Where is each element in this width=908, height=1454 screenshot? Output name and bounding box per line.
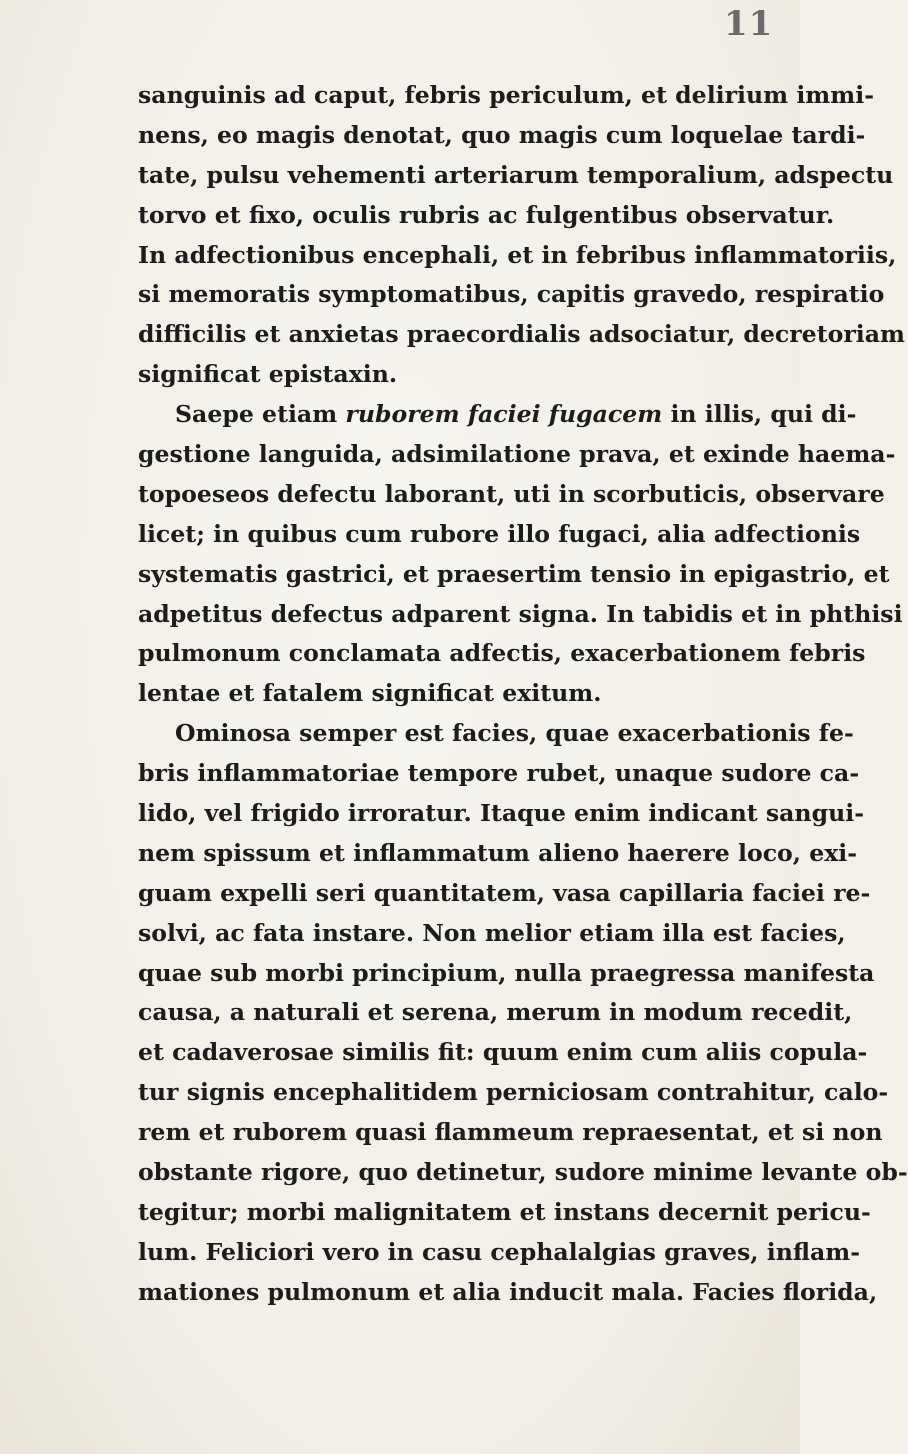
text-line: tur signis encephalitidem perniciosam contrahitur, calo-	[138, 1078, 889, 1107]
text-line: solvi, ac fata instare. Non melior etiam illa est facies,	[138, 918, 846, 947]
text-line-paragraph-start	[138, 395, 857, 435]
text-line: topoeseos defectu laborant, uti in scorbuticis, observare	[138, 479, 885, 508]
text-line: sanguinis ad caput, febris periculum, et delirium immi-	[138, 81, 874, 109]
text-line: In adfectionibus encephali, et in febribus inflammatoriis,	[138, 240, 897, 269]
text-line: lentae et fatalem significat exitum.	[138, 679, 602, 708]
text-line: pulmonum conclamata adfectis, exacerbationem febris	[138, 639, 866, 668]
text-line: nens, eo magis denotat, quo magis cum loquelae tardi-	[138, 120, 866, 149]
text-line: nem spissum et inflammatum alieno haerere loco, exi-	[138, 838, 858, 867]
text-line: et cadaverosae similis fit: quum enim cum aliis copula-	[138, 1038, 868, 1067]
text-line: gestione languida, adsimilatione prava, et exinde haema-	[138, 440, 896, 469]
text-line: difficilis et anxietas praecordialis adsociatur, decretoriam	[138, 320, 905, 349]
text-fragment: Saepe etiam	[175, 400, 346, 429]
italic-phrase: ruborem faciei fugacem	[345, 400, 663, 429]
text-line: systematis gastrici, et praesertim tensio in epigastrio, et	[138, 559, 890, 588]
text-line: obstante rigore, quo detinetur, sudore minime levante ob-	[138, 1158, 908, 1187]
text-line: tegitur; morbi malignitatem et instans decernit pericu-	[138, 1197, 871, 1226]
text-line: si memoratis symptomatibus, capitis gravedo, respiratio	[138, 280, 885, 309]
text-line: rem et ruborem quasi flammeum repraesentat, et si non	[138, 1118, 883, 1147]
text-line: lum. Feliciori vero in casu cephalalgias graves, inflam-	[138, 1237, 861, 1266]
text-line: adpetitus defectus adparent signa. In tabidis et in phthisi	[138, 599, 903, 628]
text-fragment: in illis, qui di-	[662, 400, 857, 429]
text-line: mationes pulmonum et alia inducit mala. Facies florida,	[138, 1277, 878, 1306]
text-line: quae sub morbi principium, nulla praegressa manifesta	[138, 958, 875, 987]
text-line-paragraph-start: Ominosa semper est facies, quae exacerbationis fe-	[175, 719, 854, 748]
page-number: 11	[724, 4, 774, 44]
text-line: lido, vel frigido irroratur. Itaque enim indicant sangui-	[138, 799, 864, 828]
text-line: licet; in quibus cum rubore illo fugaci, alia adfectionis	[138, 519, 861, 548]
text-line: bris inflammatoriae tempore rubet, unaque sudore ca-	[138, 759, 860, 788]
text-line: tate, pulsu vehementi arteriarum temporalium, adspectu	[138, 160, 894, 189]
text-line: torvo et fixo, oculis rubris ac fulgentibus observatur.	[138, 200, 835, 229]
text-line: causa, a naturali et serena, merum in modum recedit,	[138, 998, 853, 1027]
body-text	[138, 76, 908, 1313]
text-line: significat epistaxin.	[138, 360, 398, 389]
text-line: guam expelli seri quantitatem, vasa capillaria faciei re-	[138, 878, 871, 907]
